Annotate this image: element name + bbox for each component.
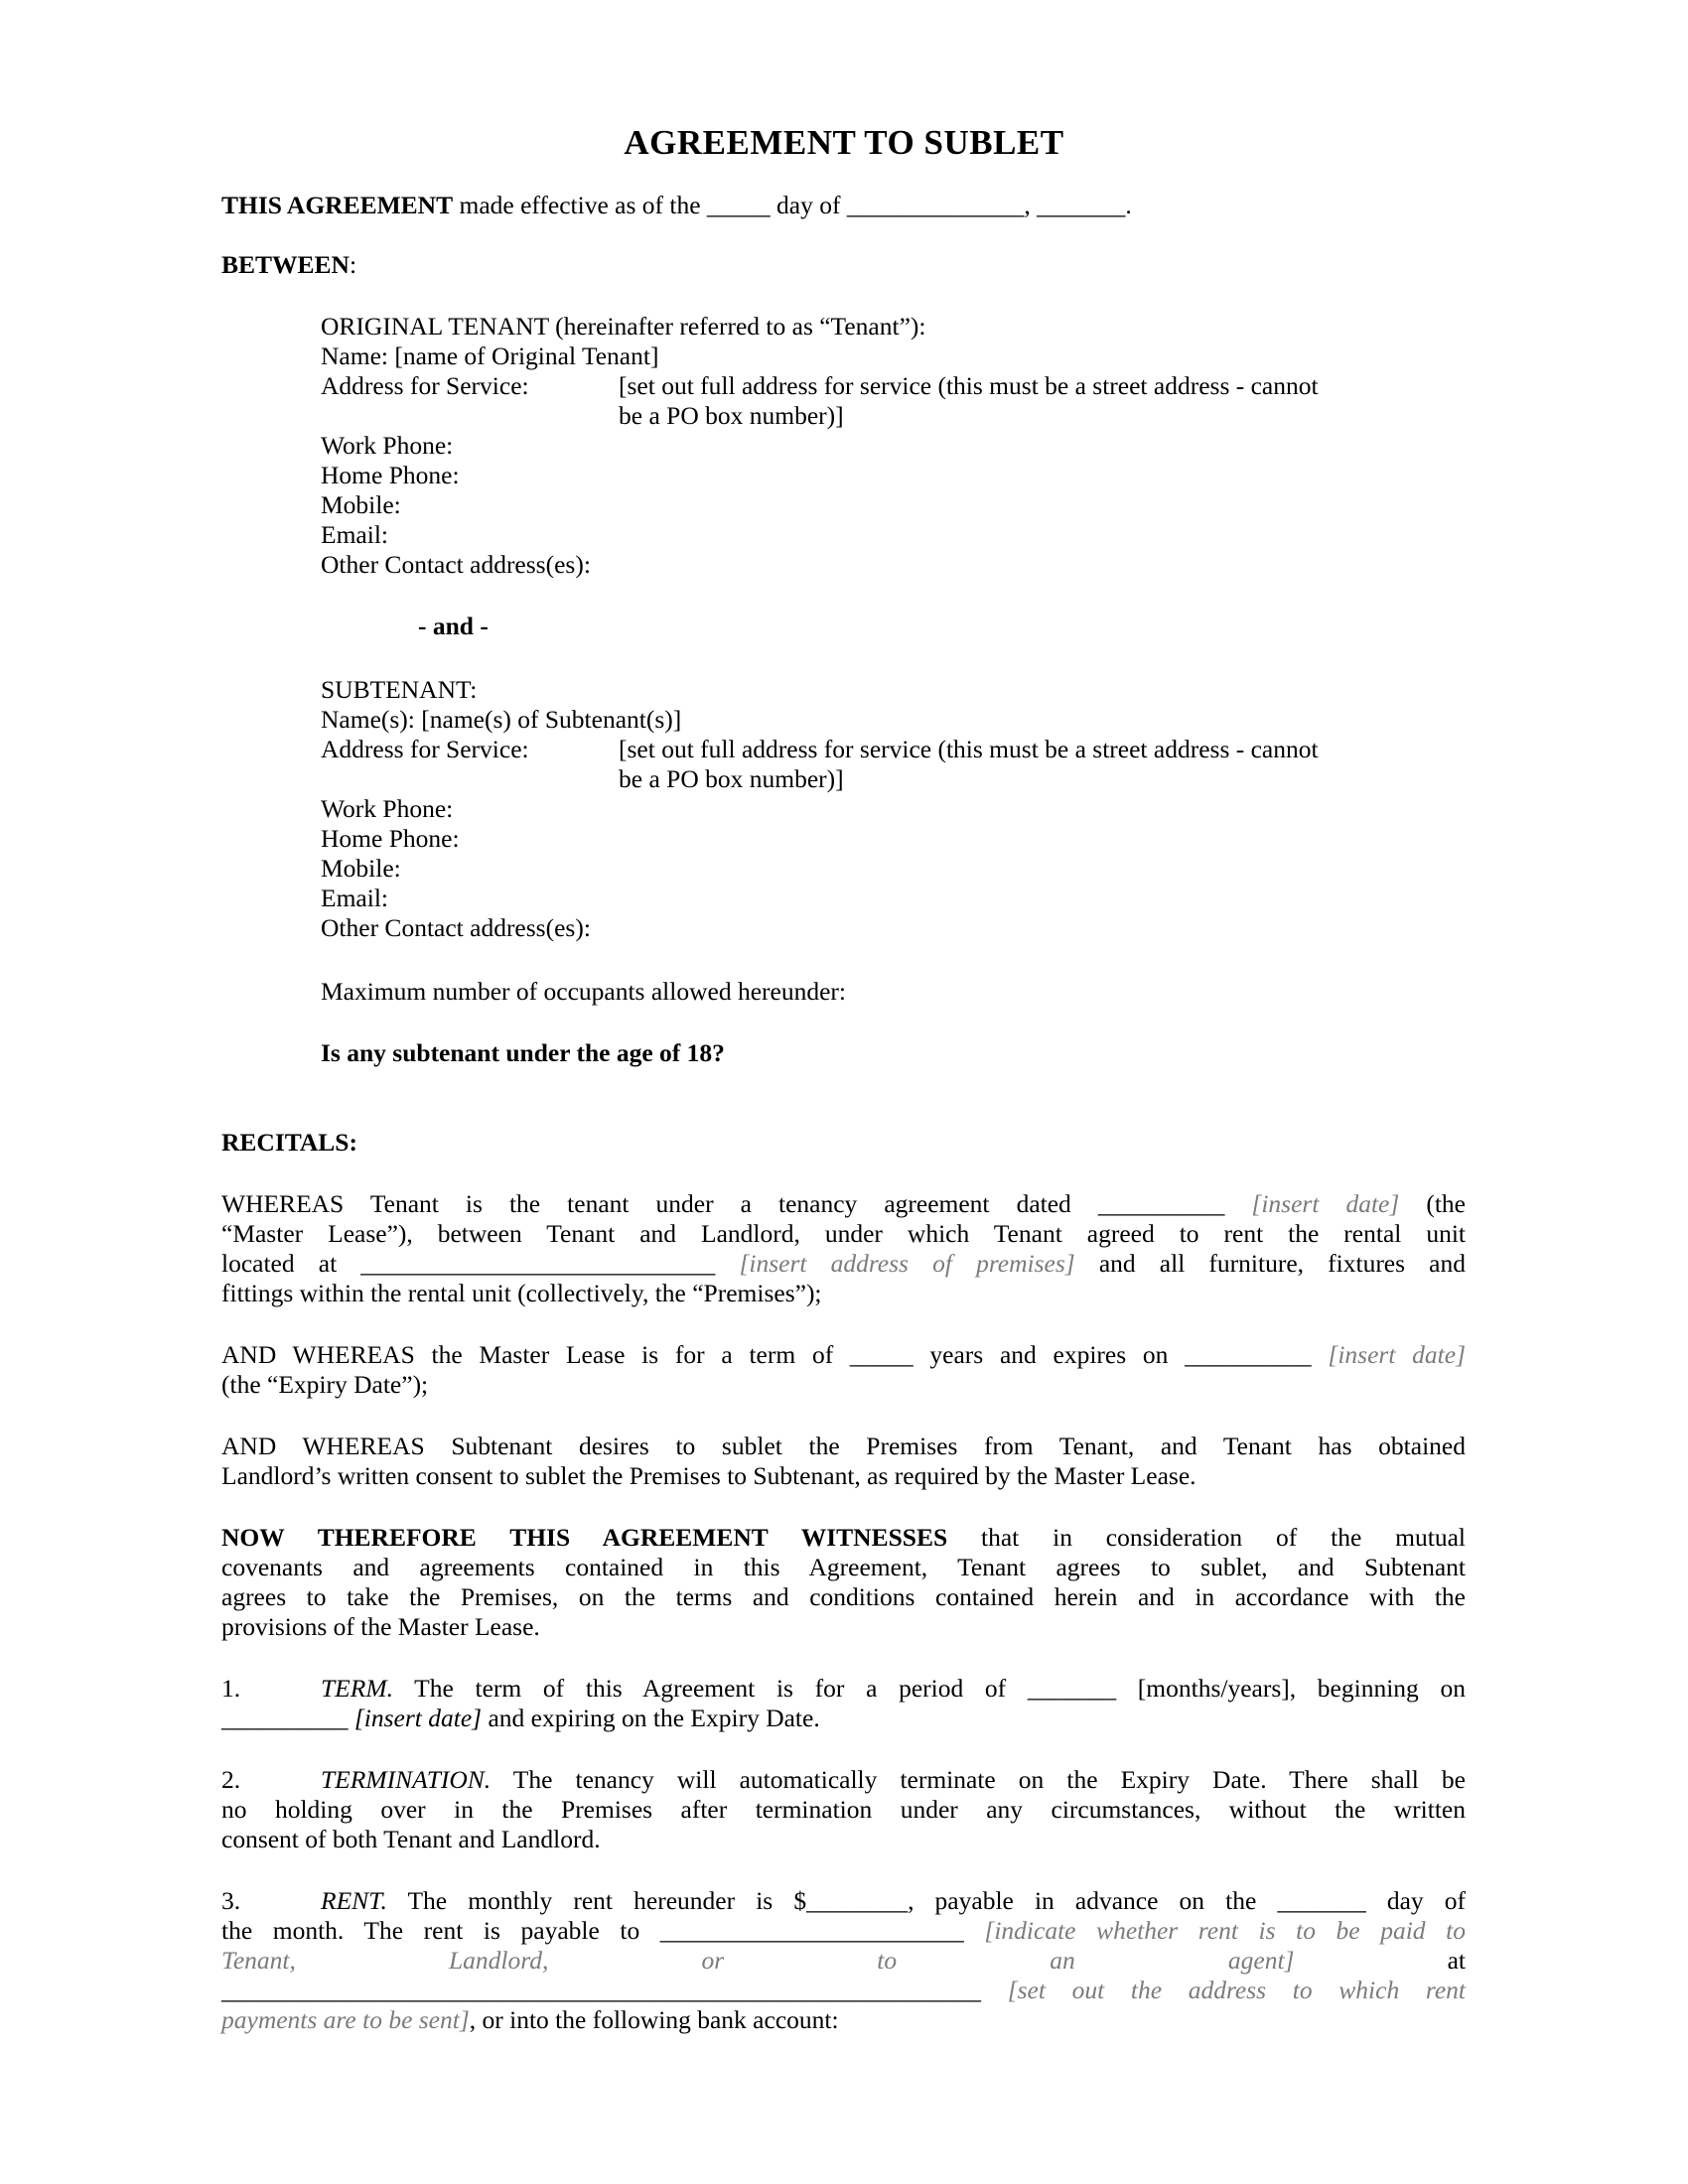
clause3-line5 bbox=[221, 2005, 839, 2035]
clause2-text-l1: The tenancy will automatically terminate on the Expiry Date. There shall be bbox=[491, 1765, 1466, 1794]
clause3-placeholder-payee-cont: Tenant, Landlord, or to an agent] bbox=[221, 1946, 1295, 1975]
clause3-text-at: at bbox=[1447, 1946, 1467, 1975]
subtenant-mobile: Mobile: bbox=[321, 854, 401, 883]
original-tenant-address-line2: be a PO box number)] bbox=[619, 401, 844, 430]
subtenant-address-line2: be a PO box number)] bbox=[619, 764, 844, 793]
clause2-line2: no holding over in the Premises after termination under any circumstances, without the written bbox=[221, 1795, 1466, 1824]
recital1-text-l3a: located at ____________________________ bbox=[221, 1249, 740, 1278]
witnesses-line3: agrees to take the Premises, on the terms and conditions contained herein and in accordance with the bbox=[221, 1582, 1466, 1611]
original-tenant-work-phone: Work Phone: bbox=[321, 431, 454, 460]
clause3-placeholder-address-cont: payments are to be sent] bbox=[221, 2005, 470, 2034]
clause1-text-l1: The term of this Agreement is for a period of _______ [months/years], beginning on bbox=[392, 1674, 1466, 1703]
clause2-line1 bbox=[321, 1765, 1466, 1795]
clause3-number: 3. bbox=[221, 1886, 241, 1915]
subtenant-home-phone: Home Phone: bbox=[321, 824, 460, 853]
intro-rest: made effective as of the _____ day of ______________, _______. bbox=[453, 191, 1132, 219]
clause3-placeholder-address: [set out the address to which rent bbox=[1007, 1976, 1467, 2004]
original-tenant-address-line1: [set out full address for service (this must be a street address - cannot bbox=[619, 371, 1319, 400]
recital1-text-a: WHEREAS Tenant is the tenant under a tenancy agreement dated __________ bbox=[221, 1189, 1252, 1218]
subtenant-other: Other Contact address(es): bbox=[321, 913, 591, 942]
recital3-line1: AND WHEREAS Subtenant desires to sublet the Premises from Tenant, and Tenant has obtained bbox=[221, 1432, 1466, 1460]
clause3-address-blank: ____________________________________________________________ bbox=[221, 1976, 1008, 2004]
clause3-line1 bbox=[321, 1886, 1466, 1916]
original-tenant-heading: ORIGINAL TENANT (hereinafter referred to as “Tenant”): bbox=[321, 312, 926, 341]
recital2-line1 bbox=[221, 1340, 1466, 1370]
recital1-text-l3c: and all furniture, fixtures and bbox=[1074, 1249, 1466, 1278]
between-label-text: BETWEEN bbox=[221, 250, 350, 279]
between-colon: : bbox=[349, 250, 357, 279]
clause2-number: 2. bbox=[221, 1765, 241, 1794]
clause1-placeholder-date: [insert date] bbox=[353, 1704, 483, 1732]
recital2-line2: (the “Expiry Date”); bbox=[221, 1370, 429, 1399]
witnesses-line1 bbox=[221, 1523, 1466, 1553]
recital2-placeholder-date: [insert date] bbox=[1328, 1340, 1467, 1369]
recital1-placeholder-date: [insert date] bbox=[1251, 1189, 1400, 1218]
recitals-heading: RECITALS: bbox=[221, 1128, 357, 1157]
between-label bbox=[221, 250, 356, 280]
clause2-heading: TERMINATION. bbox=[321, 1765, 492, 1794]
subtenant-email: Email: bbox=[321, 884, 388, 912]
clause1-blank: __________ bbox=[221, 1704, 354, 1732]
document-title: AGREEMENT TO SUBLET bbox=[624, 123, 1064, 162]
under-18-question: Is any subtenant under the age of 18? bbox=[321, 1038, 725, 1067]
recital1-line1 bbox=[221, 1189, 1466, 1219]
original-tenant-home-phone: Home Phone: bbox=[321, 461, 460, 489]
original-tenant-mobile: Mobile: bbox=[321, 490, 401, 519]
recital1-text-c: (the bbox=[1399, 1189, 1466, 1218]
clause1-number: 1. bbox=[221, 1674, 241, 1703]
subtenant-name: Name(s): [name(s) of Subtenant(s)] bbox=[321, 705, 682, 734]
witnesses-line2: covenants and agreements contained in this Agreement, Tenant agrees to sublet, and Subtenant bbox=[221, 1553, 1466, 1581]
clause3-line4 bbox=[221, 1976, 1466, 2005]
clause1-heading: TERM. bbox=[321, 1674, 393, 1703]
clause3-placeholder-payee: [indicate whether rent is to be paid to bbox=[984, 1916, 1466, 1945]
max-occupants: Maximum number of occupants allowed hereunder: bbox=[321, 977, 846, 1006]
clause3-line3 bbox=[221, 1946, 1466, 1976]
clause3-text-l1: The monthly rent hereunder is $________, payable in advance on the _______ day of bbox=[386, 1886, 1466, 1915]
intro-line bbox=[221, 191, 1132, 220]
original-tenant-name: Name: [name of Original Tenant] bbox=[321, 341, 659, 370]
clause3-text-l5b: , or into the following bank account: bbox=[469, 2005, 839, 2034]
recital1-line3 bbox=[221, 1249, 1466, 1279]
clause1-line2 bbox=[221, 1704, 820, 1733]
subtenant-work-phone: Work Phone: bbox=[321, 794, 454, 823]
clause3-text-l2a: the month. The rent is payable to ________________________ bbox=[221, 1916, 985, 1945]
subtenant-heading: SUBTENANT: bbox=[321, 675, 478, 704]
original-tenant-email: Email: bbox=[321, 520, 388, 549]
witnesses-line4: provisions of the Master Lease. bbox=[221, 1612, 540, 1641]
and-separator: - and - bbox=[418, 612, 489, 640]
clause3-heading: RENT. bbox=[321, 1886, 387, 1915]
clause1-line1 bbox=[321, 1674, 1466, 1704]
subtenant-address-line1: [set out full address for service (this must be a street address - cannot bbox=[619, 735, 1319, 763]
clause2-line3: consent of both Tenant and Landlord. bbox=[221, 1825, 601, 1853]
witnesses-text-b: that in consideration of the mutual bbox=[947, 1523, 1466, 1552]
recital1-placeholder-address: [insert address of premises] bbox=[739, 1249, 1075, 1278]
original-tenant-other: Other Contact address(es): bbox=[321, 550, 591, 579]
original-tenant-address-label: Address for Service: bbox=[321, 371, 529, 400]
recital2-text-a: AND WHEREAS the Master Lease is for a term of _____ years and expires on __________ bbox=[221, 1340, 1329, 1369]
recital1-line2: “Master Lease”), between Tenant and Landlord, under which Tenant agreed to rent the rental unit bbox=[221, 1219, 1466, 1248]
witnesses-lead: NOW THEREFORE THIS AGREEMENT WITNESSES bbox=[221, 1523, 948, 1552]
clause1-text-l2c: and expiring on the Expiry Date. bbox=[482, 1704, 820, 1732]
subtenant-address-label: Address for Service: bbox=[321, 735, 529, 763]
clause3-line2 bbox=[221, 1916, 1466, 1946]
recital1-line4: fittings within the rental unit (collectively, the “Premises”); bbox=[221, 1279, 822, 1307]
recital3-line2: Landlord’s written consent to sublet the Premises to Subtenant, as required by the Master Lease. bbox=[221, 1461, 1196, 1490]
intro-lead: THIS AGREEMENT bbox=[221, 191, 454, 219]
